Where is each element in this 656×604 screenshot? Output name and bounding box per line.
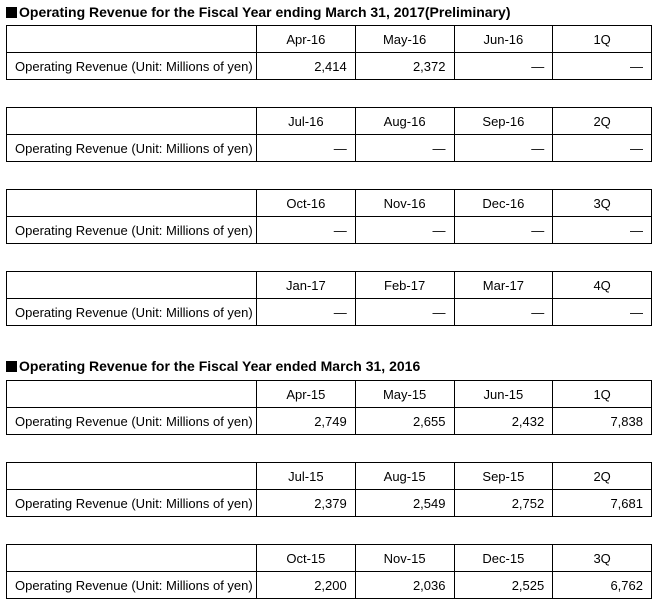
row-label: Operating Revenue (Unit: Millions of yen)	[7, 135, 257, 162]
header-cell: 2Q	[553, 108, 652, 135]
square-bullet-icon	[6, 7, 17, 18]
table-row	[7, 217, 652, 244]
header-cell: 3Q	[553, 190, 652, 217]
value-cell: —	[454, 135, 553, 162]
value-cell: —	[454, 217, 553, 244]
header-cell: Dec-15	[454, 545, 553, 572]
table-row	[7, 53, 652, 80]
table-header-row	[7, 108, 652, 135]
header-cell: Feb-17	[355, 272, 454, 299]
header-cell: Dec-16	[454, 190, 553, 217]
value-cell: 2,655	[355, 408, 454, 435]
value-cell: 7,838	[553, 408, 652, 435]
header-cell: Oct-16	[257, 190, 356, 217]
row-label: Operating Revenue (Unit: Millions of yen)	[7, 572, 257, 599]
header-blank-cell	[7, 272, 257, 299]
header-cell: Apr-15	[257, 381, 356, 408]
revenue-table-fy2016-q1	[6, 380, 652, 435]
header-blank-cell	[7, 26, 257, 53]
revenue-table-fy2016-q3	[6, 544, 652, 599]
table-row	[7, 299, 652, 326]
header-cell: Apr-16	[257, 26, 356, 53]
header-cell: 1Q	[553, 26, 652, 53]
value-cell: —	[257, 135, 356, 162]
header-blank-cell	[7, 108, 257, 135]
value-cell: —	[553, 299, 652, 326]
value-cell: —	[553, 53, 652, 80]
value-cell: 2,749	[257, 408, 356, 435]
header-cell: Jul-16	[257, 108, 356, 135]
revenue-table-fy2017-q2	[6, 107, 652, 162]
value-cell: 2,525	[454, 572, 553, 599]
table-header-row	[7, 272, 652, 299]
header-cell: Nov-15	[355, 545, 454, 572]
table-row	[7, 572, 652, 599]
value-cell: 2,372	[355, 53, 454, 80]
header-cell: Mar-17	[454, 272, 553, 299]
header-cell: Jun-16	[454, 26, 553, 53]
table-row	[7, 490, 652, 517]
value-cell: 2,752	[454, 490, 553, 517]
header-cell: 3Q	[553, 545, 652, 572]
header-cell: 1Q	[553, 381, 652, 408]
square-bullet-icon	[6, 361, 17, 372]
value-cell: 2,200	[257, 572, 356, 599]
header-blank-cell	[7, 463, 257, 490]
value-cell: —	[355, 217, 454, 244]
revenue-table-fy2017-q3	[6, 189, 652, 244]
header-cell: Jun-15	[454, 381, 553, 408]
value-cell: —	[454, 299, 553, 326]
table-header-row	[7, 381, 652, 408]
value-cell: 2,036	[355, 572, 454, 599]
header-cell: May-16	[355, 26, 454, 53]
table-header-row	[7, 545, 652, 572]
value-cell: —	[355, 135, 454, 162]
value-cell: —	[454, 53, 553, 80]
row-label: Operating Revenue (Unit: Millions of yen)	[7, 53, 257, 80]
value-cell: —	[355, 299, 454, 326]
header-cell: May-15	[355, 381, 454, 408]
header-cell: Oct-15	[257, 545, 356, 572]
section-title-fy2016: Operating Revenue for the Fiscal Year ended March 31, 2016	[6, 358, 420, 374]
value-cell: —	[553, 135, 652, 162]
value-cell: 2,379	[257, 490, 356, 517]
header-cell: Aug-15	[355, 463, 454, 490]
header-cell: Aug-16	[355, 108, 454, 135]
value-cell: —	[257, 217, 356, 244]
revenue-table-fy2017-q4	[6, 271, 652, 326]
header-blank-cell	[7, 381, 257, 408]
header-blank-cell	[7, 190, 257, 217]
header-cell: 2Q	[553, 463, 652, 490]
header-cell: Sep-16	[454, 108, 553, 135]
table-row	[7, 135, 652, 162]
value-cell: 2,432	[454, 408, 553, 435]
table-header-row	[7, 190, 652, 217]
row-label: Operating Revenue (Unit: Millions of yen)	[7, 490, 257, 517]
revenue-table-fy2017-q1	[6, 25, 652, 80]
header-cell: Sep-15	[454, 463, 553, 490]
value-cell: —	[257, 299, 356, 326]
table-row	[7, 408, 652, 435]
header-cell: Nov-16	[355, 190, 454, 217]
table-header-row	[7, 26, 652, 53]
value-cell: —	[553, 217, 652, 244]
table-header-row	[7, 463, 652, 490]
value-cell: 7,681	[553, 490, 652, 517]
row-label: Operating Revenue (Unit: Millions of yen)	[7, 299, 257, 326]
row-label: Operating Revenue (Unit: Millions of yen)	[7, 217, 257, 244]
value-cell: 2,549	[355, 490, 454, 517]
value-cell: 2,414	[257, 53, 356, 80]
revenue-table-fy2016-q2	[6, 462, 652, 517]
header-cell: Jul-15	[257, 463, 356, 490]
value-cell: 6,762	[553, 572, 652, 599]
row-label: Operating Revenue (Unit: Millions of yen)	[7, 408, 257, 435]
header-blank-cell	[7, 545, 257, 572]
header-cell: 4Q	[553, 272, 652, 299]
header-cell: Jan-17	[257, 272, 356, 299]
section-title-fy2017: Operating Revenue for the Fiscal Year ending March 31, 2017(Preliminary)	[6, 4, 510, 20]
